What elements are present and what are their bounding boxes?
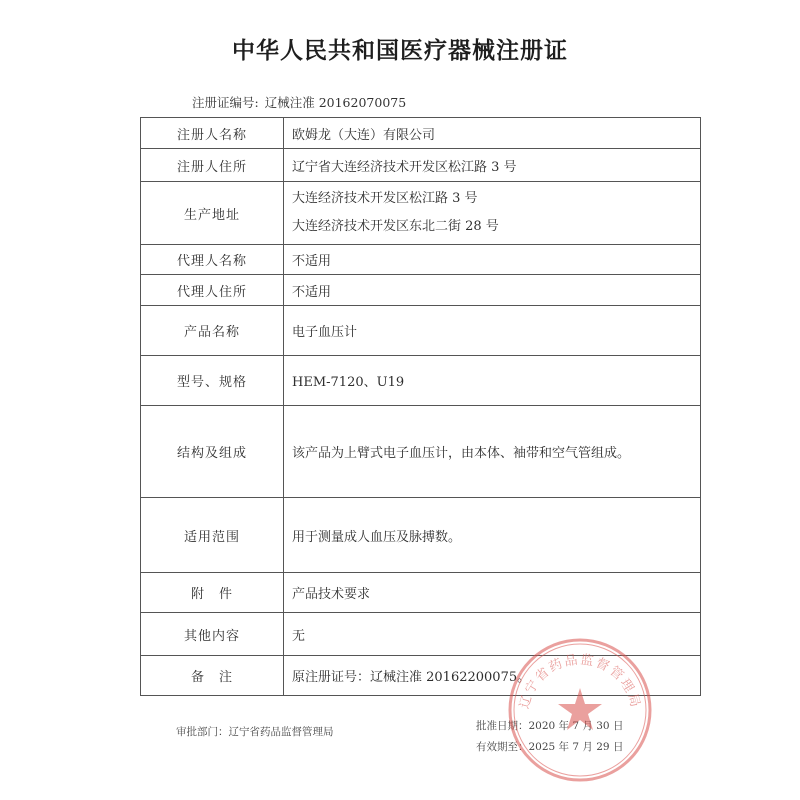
row-label: 注册人住所 xyxy=(141,149,284,182)
row-label: 适用范围 xyxy=(141,498,284,573)
row-value: 辽宁省大连经济技术开发区松江路 3 号 xyxy=(284,149,701,182)
row-value: HEM-7120、U19 xyxy=(284,356,701,406)
row-label: 生产地址 xyxy=(141,182,284,245)
row-label: 其他内容 xyxy=(141,613,284,656)
row-value: 原注册证号：辽械注准 20162200075。 xyxy=(284,656,701,696)
row-value: 电子血压计 xyxy=(284,306,701,356)
row-label: 结构及组成 xyxy=(141,406,284,498)
table-row xyxy=(141,573,701,613)
expiry-date: 有效期至：2025 年 7 月 29 日 xyxy=(476,741,624,753)
table-row xyxy=(141,306,701,356)
table-row xyxy=(141,498,701,573)
approval-authority: 审批部门：辽宁省药品监督管理局 xyxy=(176,726,334,738)
row-value: 产品技术要求 xyxy=(284,573,701,613)
row-label: 代理人住所 xyxy=(141,275,284,306)
row-label: 备 注 xyxy=(141,656,284,696)
registration-number-label: 注册证编号: xyxy=(192,95,259,110)
registration-number xyxy=(192,93,412,111)
table-row xyxy=(141,275,701,306)
row-value: 不适用 xyxy=(284,245,701,275)
row-value: 该产品为上臂式电子血压计，由本体、袖带和空气管组成。 xyxy=(284,406,701,498)
registration-number-value: 辽械注准 20162070075 xyxy=(264,95,407,110)
table-row xyxy=(141,149,701,182)
row-label: 代理人名称 xyxy=(141,245,284,275)
seal-text: 辽宁省药品监督管理局 xyxy=(517,652,643,711)
table-row xyxy=(141,406,701,498)
row-value-line: 大连经济技术开发区松江路 3 号 xyxy=(292,191,478,206)
row-value: 用于测量成人血压及脉搏数。 xyxy=(284,498,701,573)
table-row xyxy=(141,245,701,275)
table-row xyxy=(141,356,701,406)
row-value: 不适用 xyxy=(284,275,701,306)
row-value-line: 大连经济技术开发区东北二街 28 号 xyxy=(292,219,499,234)
approval-date: 批准日期：2020 年 7 月 30 日 xyxy=(476,720,624,732)
document-title: 中华人民共和国医疗器械注册证 xyxy=(232,37,568,64)
row-value: 无 xyxy=(284,613,701,656)
row-label: 产品名称 xyxy=(141,306,284,356)
official-seal-icon xyxy=(506,636,654,784)
row-label: 注册人名称 xyxy=(141,118,284,149)
row-value: 欧姆龙（大连）有限公司 xyxy=(284,118,701,149)
row-label: 附 件 xyxy=(141,573,284,613)
table-row xyxy=(141,118,701,149)
certificate-table xyxy=(140,117,701,696)
table-row xyxy=(141,182,701,245)
row-value xyxy=(284,182,701,245)
row-label: 型号、规格 xyxy=(141,356,284,406)
